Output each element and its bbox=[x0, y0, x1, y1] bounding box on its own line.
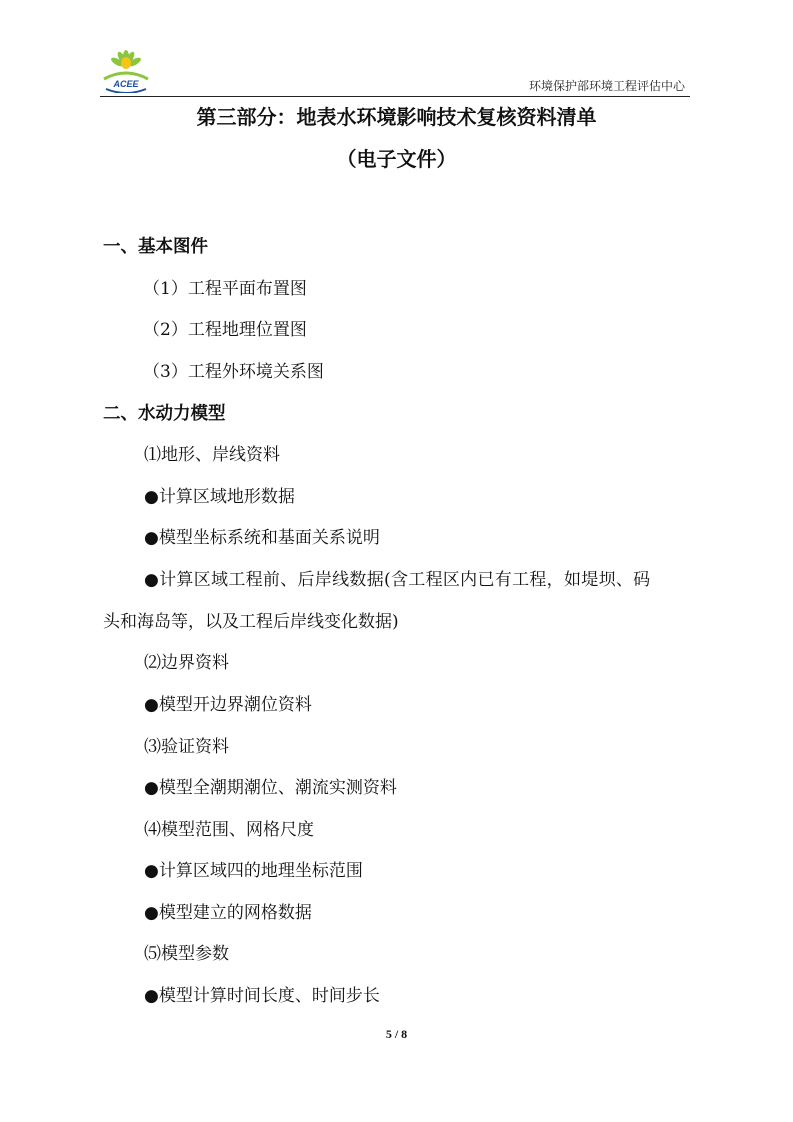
list-item: （1）工程平面布置图 bbox=[143, 279, 307, 299]
list-item: ⑸模型参数 bbox=[144, 944, 229, 964]
list-item: （3）工程外环境关系图 bbox=[143, 362, 324, 382]
section-heading-basic-drawings: 一、基本图件 bbox=[103, 237, 208, 257]
list-item: ●计算区域四的地理坐标范围 bbox=[144, 861, 363, 881]
list-item: ●模型开边界潮位资料 bbox=[144, 695, 312, 715]
list-item: ●模型计算时间长度、时间步长 bbox=[144, 986, 380, 1006]
list-item: ⑵边界资料 bbox=[144, 653, 229, 673]
list-item: ●计算区域工程前、后岸线数据(含工程区内已有工程，如堤坝、码 bbox=[144, 570, 651, 590]
page-subtitle: （电子文件） bbox=[336, 147, 457, 171]
list-item: ⑶验证资料 bbox=[144, 737, 229, 757]
list-item-continuation: 头和海岛等，以及工程后岸线变化数据) bbox=[103, 612, 399, 632]
logo-text: ACEE bbox=[113, 79, 139, 89]
acee-logo-icon bbox=[100, 49, 152, 93]
list-item: ●模型建立的网格数据 bbox=[144, 903, 312, 923]
list-item: ⑷模型范围、网格尺度 bbox=[144, 820, 314, 840]
list-item: ●模型坐标系统和基面关系说明 bbox=[144, 528, 380, 548]
list-item: ●模型全潮期潮位、潮流实测资料 bbox=[144, 778, 397, 798]
page-title: 第三部分：地表水环境影响技术复核资料清单 bbox=[196, 105, 597, 129]
list-item: ●计算区域地形数据 bbox=[144, 487, 295, 507]
page-number: 5 / 8 bbox=[385, 1027, 408, 1041]
section-heading-hydrodynamic-model: 二、水动力模型 bbox=[103, 404, 226, 424]
header-organization: 环境保护部环境工程评估中心 bbox=[528, 79, 685, 93]
list-item: ⑴地形、岸线资料 bbox=[144, 445, 280, 465]
header-divider bbox=[100, 96, 690, 97]
list-item: （2）工程地理位置图 bbox=[143, 320, 307, 340]
